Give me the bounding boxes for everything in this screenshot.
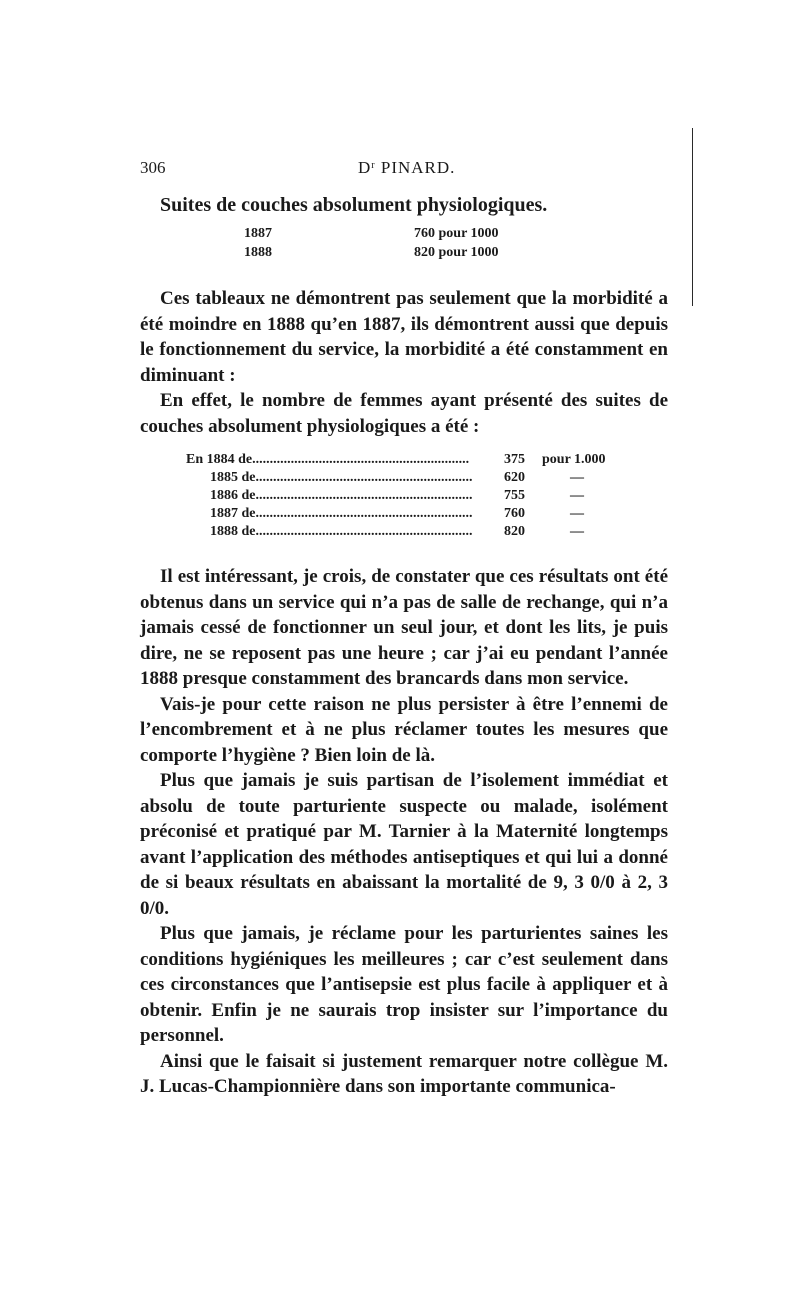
summary-table — [244, 226, 499, 264]
year-label: 1888 de.............................................................. — [210, 524, 473, 539]
section-heading: Suites de couches absolument physiologiques. — [160, 194, 548, 216]
table-row — [244, 226, 499, 245]
table-row — [186, 524, 622, 542]
year-unit: — — [570, 470, 584, 485]
page-edge-rule — [692, 128, 693, 306]
paragraph: Ces tableaux ne démontrent pas seulement que la morbidité a été moindre en 1888 qu’en 1887, ils démontrent aussi que depuis le fonctionnement du service, la morbidité a été constamment en diminuant : — [140, 288, 668, 386]
body-text-block-2 — [140, 564, 668, 1100]
year-label: 1887 de.............................................................. — [210, 506, 473, 521]
yearly-table — [186, 452, 622, 542]
table-value: 760 pour 1000 — [414, 226, 499, 241]
paragraph: Plus que jamais, je réclame pour les parturientes saines les conditions hygiéniques les meilleures ; car c’est seulement dans ces circonstances que l’antisepsie est plus facile à appliquer et à obtenir. Enfin je ne saurais trop insister sur l’importance du personnel. — [140, 923, 668, 1046]
paragraph: En effet, le nombre de femmes ayant présenté des suites de couches absolument physiologiques a été : — [140, 390, 668, 437]
year-value: 760 — [504, 506, 525, 521]
author-name: PINARD. — [375, 158, 456, 177]
table-year: 1887 — [244, 226, 272, 241]
year-unit: — — [570, 488, 584, 503]
year-unit: — — [570, 524, 584, 539]
running-title — [358, 158, 455, 178]
table-year: 1888 — [244, 245, 272, 260]
year-unit: pour 1.000 — [542, 452, 606, 467]
page-number: 306 — [140, 158, 166, 177]
body-text-block-1 — [140, 286, 668, 439]
year-value: 755 — [504, 488, 525, 503]
year-label: En 1884 de.............................................................. — [186, 452, 470, 467]
year-value: 375 — [504, 452, 525, 467]
table-row — [186, 506, 622, 524]
running-header — [140, 158, 668, 184]
year-unit: — — [570, 506, 584, 521]
table-row — [244, 245, 499, 264]
table-row — [186, 470, 622, 488]
table-row — [186, 488, 622, 506]
year-value: 620 — [504, 470, 525, 485]
year-value: 820 — [504, 524, 525, 539]
table-row — [186, 452, 622, 470]
author-prefix: D — [358, 158, 372, 177]
paragraph: Ainsi que le faisait si justement remarquer notre collègue M. J. Lucas-Championnière dans son importante communica- — [140, 1050, 668, 1097]
paragraph: Vais-je pour cette raison ne plus persister à être l’ennemi de l’encombrement et à ne plus réclamer toutes les mesures que comporte l’hygiène ? Bien loin de là. — [140, 693, 668, 766]
table-value: 820 pour 1000 — [414, 245, 499, 260]
paragraph: Plus que jamais je suis partisan de l’isolement immédiat et absolu de toute parturiente suspecte ou malade, isolément préconisé et pratiqué par M. Tarnier à la Maternité longtemps avant l’application des méthodes antiseptiques et qui lui a donné de si beaux résultats en abaissant la mortalité de 9, 3 0/0 à 2, 3 0/0. — [140, 770, 668, 919]
author-sup: r — [371, 160, 376, 171]
year-label: 1886 de.............................................................. — [210, 488, 473, 503]
paragraph: Il est intéressant, je crois, de constater que ces résultats ont été obtenus dans un service qui n’a pas de salle de rechange, qui n’a jamais cessé de fonctionner un seul jour, et dont les lits, je puis dire, ne se reposent pas une heure ; car j’ai eu pendant l’année 1888 presque constamment des brancards dans mon service. — [140, 566, 668, 689]
year-label: 1885 de.............................................................. — [210, 470, 473, 485]
